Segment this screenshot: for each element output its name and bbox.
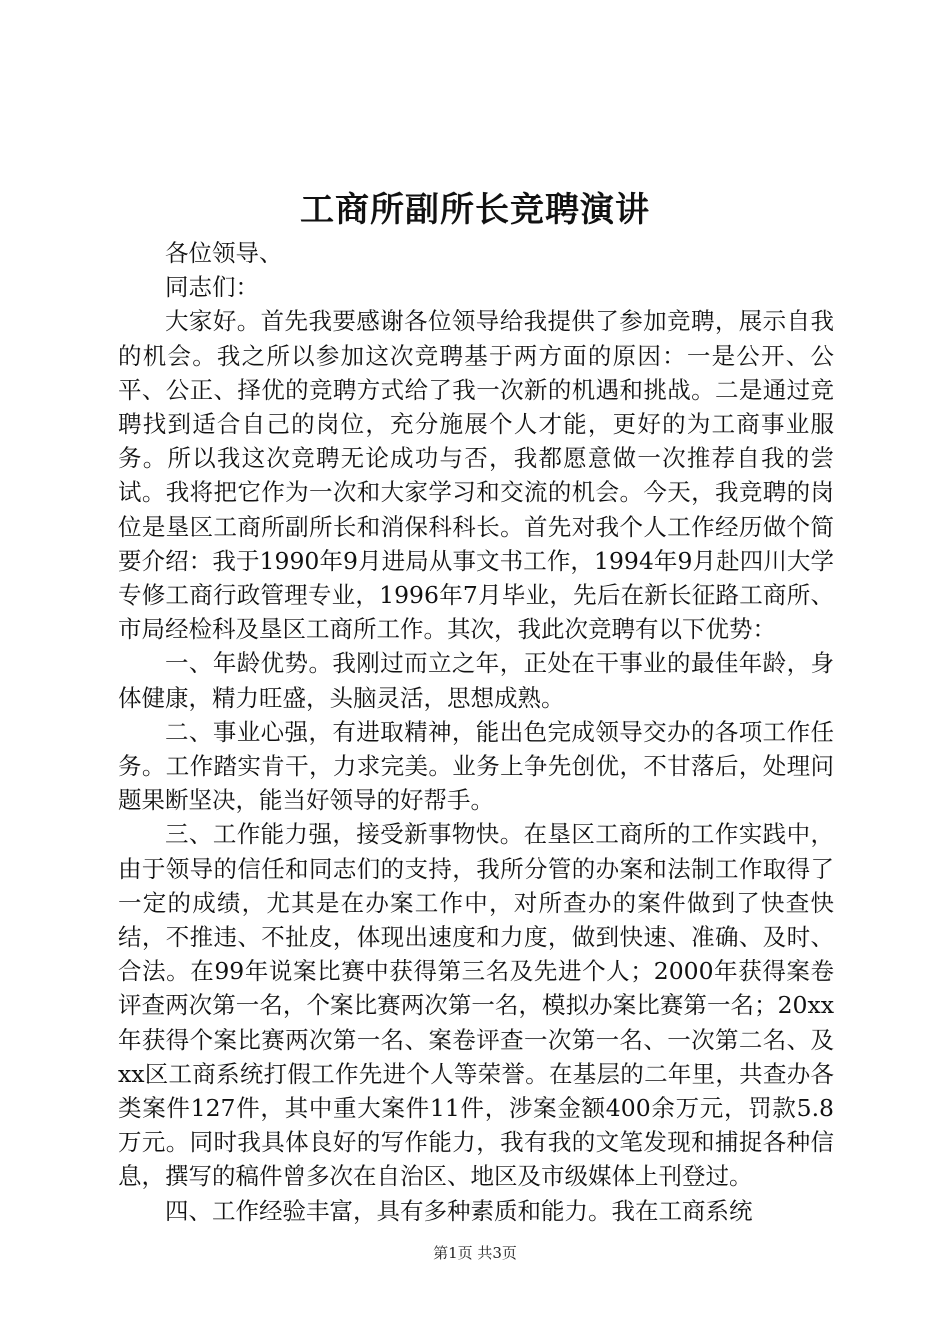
- paragraph-intro: 大家好。首先我要感谢各位领导给我提供了参加竞聘，展示自我的机会。我之所以参加这次竞聘基于两方面的原因：一是公开、公平、公正、择优的竞聘方式给了我一次新的机遇和挑战。二是通过竞聘找到适合自己的岗位，充分施展个人才能，更好的为工商事业服务。所以我这次竞聘无论成功与否，我都愿意做一次推荐自我的尝试。我将把它作为一次和大家学习和交流的机会。今天，我竞聘的岗位是垦区工商所副所长和消保科科长。首先对我个人工作经历做个简要介绍：我于1990年9月进局从事文书工作，1994年9月赴四川大学专修工商行政管理专业，1996年7月毕业，先后在新长征路工商所、市局经检科及垦区工商所工作。其次，我此次竞聘有以下优势：: [118, 307, 834, 644]
- paragraph-advantage-1: 一、年龄优势。我刚过而立之年，正处在干事业的最佳年龄，身体健康，精力旺盛，头脑灵活，思想成熟。: [118, 649, 834, 712]
- paragraph-advantage-2: 二、事业心强，有进取精神，能出色完成领导交办的各项工作任务。工作踏实肯干，力求完美。业务上争先创优，不甘落后，处理问题果断坚决，能当好领导的好帮手。: [118, 717, 834, 815]
- salutation-comrades: 同志们：: [165, 273, 259, 302]
- page-number-footer: 第1页 共3页: [433, 1244, 517, 1262]
- paragraph-advantage-3: 三、工作能力强，接受新事物快。在垦区工商所的工作实践中，由于领导的信任和同志们的支持，我所分管的办案和法制工作取得了一定的成绩，尤其是在办案工作中，对所查办的案件做到了快查快结，不推违、不扯皮，体现出速度和力度，做到快速、准确、及时、合法。在99年说案比赛中获得第三名及先进个人；2000年获得案卷评查两次第一名，个案比赛两次第一名，模拟办案比赛第一名；20xx年获得个案比赛两次第一名、案卷评查一次第一名、一次第二名、及xx区工商系统打假工作先进个人等荣誉。在基层的二年里，共查办各类案件127件，其中重大案件11件，涉案金额400余万元，罚款5.8万元。同时我具体良好的写作能力，我有我的文笔发现和捕捉各种信息，撰写的稿件曾多次在自治区、地区及市级媒体上刊登过。: [118, 820, 834, 1191]
- document-title: 工商所副所长竞聘演讲: [300, 190, 650, 230]
- paragraph-advantage-4: 四、工作经验丰富，具有多种素质和能力。我在工商系统: [165, 1196, 753, 1225]
- document-body: [118, 236, 834, 1228]
- salutation-leaders: 各位领导、: [165, 239, 283, 267]
